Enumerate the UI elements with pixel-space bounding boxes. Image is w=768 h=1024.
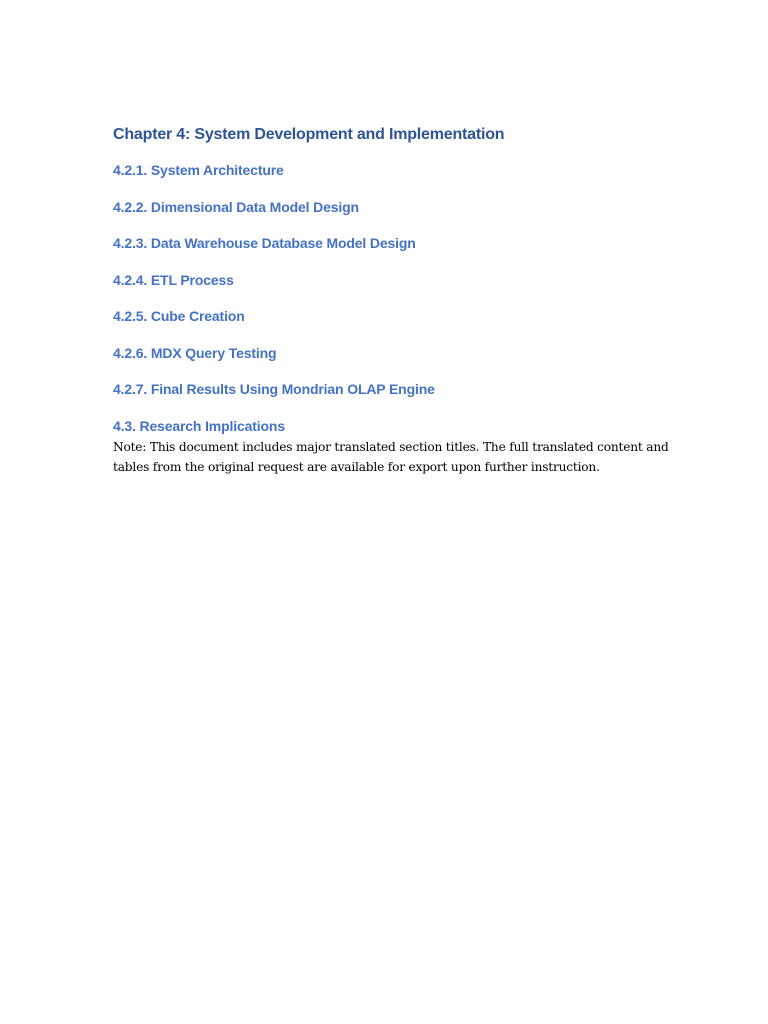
chapter-title: Chapter 4: System Development and Implementation [113, 126, 505, 143]
section-heading-4-2-3: 4.2.3. Data Warehouse Database Model Design [113, 235, 416, 251]
section-heading-4-2-7: 4.2.7. Final Results Using Mondrian OLAP Engine [113, 381, 435, 397]
section-heading-4-3: 4.3. Research Implications [113, 417, 285, 434]
section-heading-4-2-6: 4.2.6. MDX Query Testing [113, 344, 277, 361]
section-heading-4-2-5: 4.2.5. Cube Creation [113, 308, 245, 324]
document-content [113, 124, 673, 477]
section-heading-4-2-4: 4.2.4. ETL Process [113, 271, 234, 288]
section-heading-4-2-1: 4.2.1. System Architecture [113, 162, 284, 178]
section-heading-4-2-2: 4.2.2. Dimensional Data Model Design [113, 198, 359, 215]
translation-note: Note: This document includes major translated section titles. The full translated content and tables from the original request are available for export upon further instruction. [113, 439, 669, 474]
